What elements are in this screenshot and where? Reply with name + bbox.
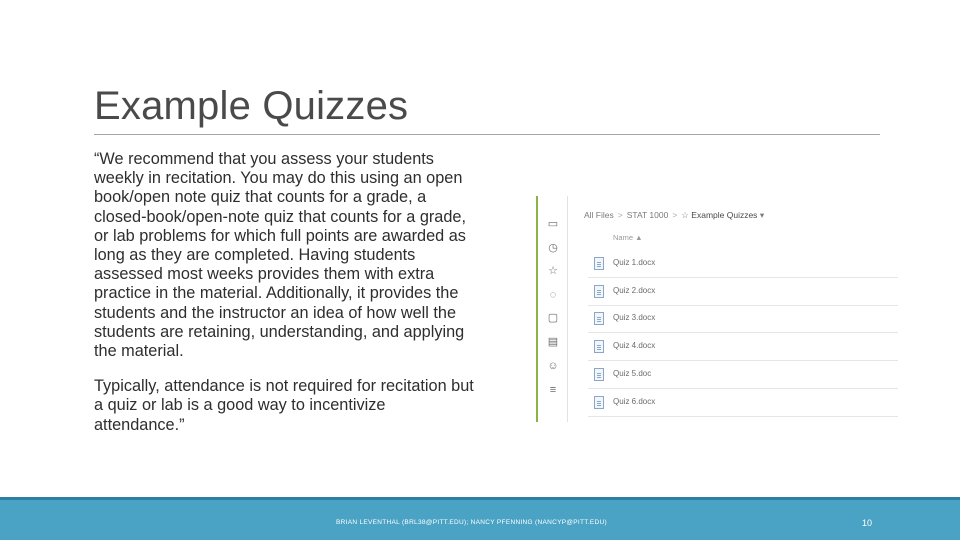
document-icon <box>594 340 604 353</box>
quote-paragraph-2: Typically, attendance is not required for recitation but a quiz or lab is a good way to incentivize attendance.” <box>94 377 474 434</box>
breadcrumb <box>584 210 764 221</box>
file-row[interactable] <box>588 362 898 389</box>
breadcrumb-all-files[interactable]: All Files <box>584 210 614 220</box>
file-name[interactable]: Quiz 2.docx <box>613 286 656 295</box>
document-icon <box>594 285 604 298</box>
star-icon[interactable]: ☆ <box>548 265 558 277</box>
file-browser-screenshot <box>536 196 900 422</box>
file-name[interactable]: Quiz 1.docx <box>613 258 656 267</box>
breadcrumb-separator: > <box>617 210 623 220</box>
breadcrumb-current[interactable]: Example Quizzes <box>691 210 758 220</box>
file-name[interactable]: Quiz 3.docx <box>613 313 656 322</box>
breadcrumb-separator: > <box>672 210 678 220</box>
file-row[interactable] <box>588 279 898 306</box>
folder-icon[interactable]: ▭ <box>547 218 559 230</box>
document-icon <box>594 312 604 325</box>
user-icon[interactable]: ☺ <box>547 360 559 372</box>
file-name[interactable]: Quiz 6.docx <box>613 397 656 406</box>
file-row[interactable] <box>588 390 898 417</box>
document-icon <box>594 396 604 409</box>
document-icon <box>594 257 604 270</box>
file-browser-sidebar <box>536 196 568 422</box>
chat-icon[interactable]: ▤ <box>547 336 559 348</box>
name-column-header[interactable]: Name ▲ <box>613 233 643 242</box>
trash-icon[interactable]: ▢ <box>547 312 559 324</box>
file-name[interactable]: Quiz 4.docx <box>613 341 656 350</box>
quote-text <box>94 150 480 435</box>
check-circle-icon[interactable]: ◌ <box>549 289 557 301</box>
clock-icon[interactable]: ◷ <box>548 242 558 254</box>
footer-credits: BRIAN LEVENTHAL (BRL38@PITT.EDU); NANCY PFENNING (NANCYP@PITT.EDU) <box>336 519 608 526</box>
quote-paragraph-1: “We recommend that you assess your students weekly in recitation. You may do this using an open book/open note quiz that counts for a grade, a closed-book/open-note quiz that counts for a grade, or lab problems for which full points are awarded as long as they are completed. Having students assessed most weeks provides them with extra practice in the material. Additionally, it provides the students and the instructor an idea of how well the students are retaining, understanding, and applying the material. <box>94 150 466 361</box>
chevron-down-icon[interactable]: ▾ <box>759 210 765 220</box>
page-number: 10 <box>862 518 873 528</box>
file-name[interactable]: Quiz 5.doc <box>613 369 652 378</box>
title-divider <box>94 134 880 135</box>
file-row[interactable] <box>588 306 898 333</box>
document-icon <box>594 368 604 381</box>
page-title: Example Quizzes <box>94 84 409 128</box>
star-icon[interactable]: ☆ <box>681 210 689 220</box>
file-row[interactable] <box>588 334 898 361</box>
edit-list-icon[interactable]: ≡ <box>549 384 557 396</box>
breadcrumb-stat-1000[interactable]: STAT 1000 <box>626 210 669 220</box>
file-row[interactable] <box>588 251 898 278</box>
